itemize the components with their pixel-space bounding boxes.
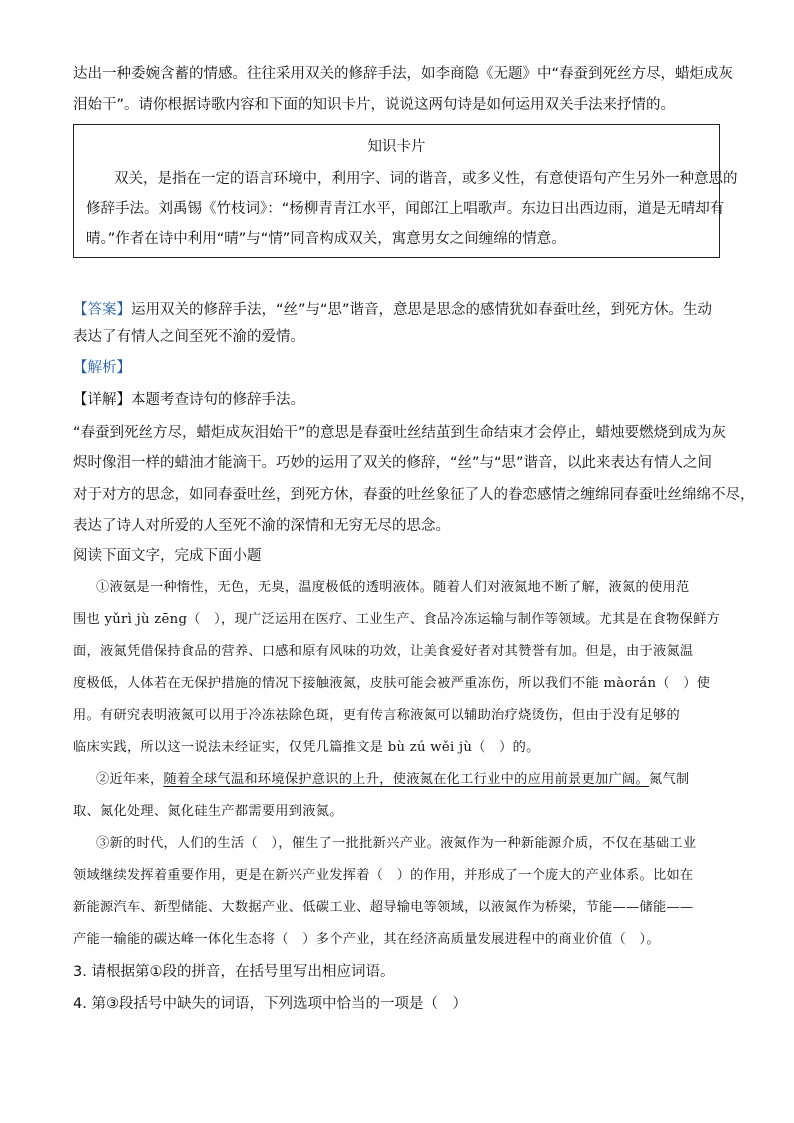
underlined-sentence: 随着全球气温和环境保护意识的上升，使液氮在化工行业中的应用前景更加广阔。 [163, 772, 649, 787]
detail-text: 本题考查诗句的修辞手法。 [131, 392, 305, 408]
passage-line: ①液氨是一种惰性，无色，无臭，温度极低的透明液体。随着人们对液氮地不断了解，液氮的使用范 [96, 580, 690, 595]
passage-p2-prefix: ②近年来， [96, 772, 164, 787]
answer-line: 表达了有情人之间至死不渝的爱情。 [73, 329, 305, 345]
detail-line: 烬时像泪一样的蜡油才能滴干。巧妙的运用了双关的修辞，“丝”与“思”谐音，以此来表达有情人之间 [73, 455, 713, 471]
analysis-tag: 【解析】 [73, 360, 131, 376]
answer-tag: 【答案】 [73, 302, 131, 318]
card-title: 知识卡片 [367, 139, 426, 155]
passage-line: 新能源汽车、新型储能、大数据产业、低碳工业、超导输电等领域，以液氮作为桥梁，节能——储能—— [73, 900, 694, 915]
passage-p2-suffix: 氮气制 [648, 772, 690, 787]
passage-line: 产能一输能的碳达峰一体化生态将（ ）多个产业，其在经济高质量发展进程中的商业价值（ ）。 [73, 932, 660, 947]
detail-line: 对于对方的思念，如同春蚕吐丝，到死方休，春蚕的吐丝象征了人的眷恋感情之缠绵同春蚕吐丝绵绵不尽， [73, 487, 755, 503]
passage-line: 围也 yǔrì jù zēng（ ），现广泛运用在医疗、工业生产、食品冷冻运输与制作等领域。尤其是在食物保鲜方 [73, 612, 721, 627]
passage-line: 临床实践，所以这一说法未经证实，仅凭几篇推文是 bù zú wěi jù（ ）的。 [73, 740, 540, 755]
detail-line: 表达了诗人对所爱的人至死不渝的深情和无穷无尽的思念。 [73, 518, 450, 534]
passage-line: ③新的时代，人们的生活（ ），催生了一批批新兴产业。液氮作为一种新能源介质，不仅在基础工业 [96, 836, 697, 851]
knowledge-card [73, 124, 738, 258]
passage-line: 领域继续发挥着重要作用，更是在新兴产业发挥着（ ）的作用，并形成了一个庞大的产业体系。比如在 [73, 868, 694, 883]
passage-line: 用。有研究表明液氮可以用于冷冻祛除色斑，更有传言称液氮可以辅助治疗烧烫伤，但由于没有足够的 [73, 708, 680, 723]
intro-line: 泪始干”。请你根据诗歌内容和下面的知识卡片，说说这两句诗是如何运用双关手法来抒情的。 [73, 97, 676, 113]
card-text-line: 晴。”作者在诗中利用“晴”与“情”同音构成双关，寓意男女之间缠绵的情意。 [86, 231, 566, 247]
question-4: 4. 第③段括号中缺失的词语，下列选项中恰当的一项是（ ） [73, 996, 467, 1012]
passage-line: 度极低，人体若在无保护措施的情况下接触液氮，皮肤可能会被严重冻伤，所以我们不能 màorán（ ）使 [73, 676, 711, 691]
card-text-line: 双关，是指在一定的语言环境中，利用字、词的谐音，或多义性，有意使语句产生另外一种意思的 [114, 171, 738, 187]
passage-line: 面，液氮凭借保持食品的营养、口感和原有风味的功效，让美食爱好者对其赞誉有加。但是，由于液氮温 [73, 644, 694, 659]
reading-prompt: 阅读下面文字，完成下面小题 [73, 548, 262, 564]
answer-line [73, 300, 712, 320]
passage-line: 取、氮化处理、氮化硅生产都需要用到液氮。 [73, 804, 343, 819]
answer-text: 运用双关的修辞手法，“丝”与“思”谐音，意思是思念的感情犹如春蚕吐丝，到死方休。生动 [131, 302, 713, 318]
intro-line: 达出一种委婉含蓄的情感。往往采用双关的修辞手法，如李商隐《无题》中“春蚕到死丝方尽，蜡炬成灰 [73, 66, 734, 82]
question-3: 3. 请根据第①段的拼音，在括号里写出相应词语。 [73, 964, 395, 980]
passage-line [96, 770, 689, 790]
detail-line: “春蚕到死丝方尽，蜡炬成灰泪始干”的意思是春蚕吐丝结茧到生命结束才会停止，蜡烛要燃烧到成为灰 [73, 425, 727, 441]
detail-tag: 【详解】 [73, 392, 131, 408]
card-text-line: 修辞手法。刘禹锡《竹枝词》：“杨柳青青江水平，闻郎江上唱歌声。东边日出西边雨，道是无晴却有 [86, 201, 725, 217]
detail-line [73, 390, 305, 410]
